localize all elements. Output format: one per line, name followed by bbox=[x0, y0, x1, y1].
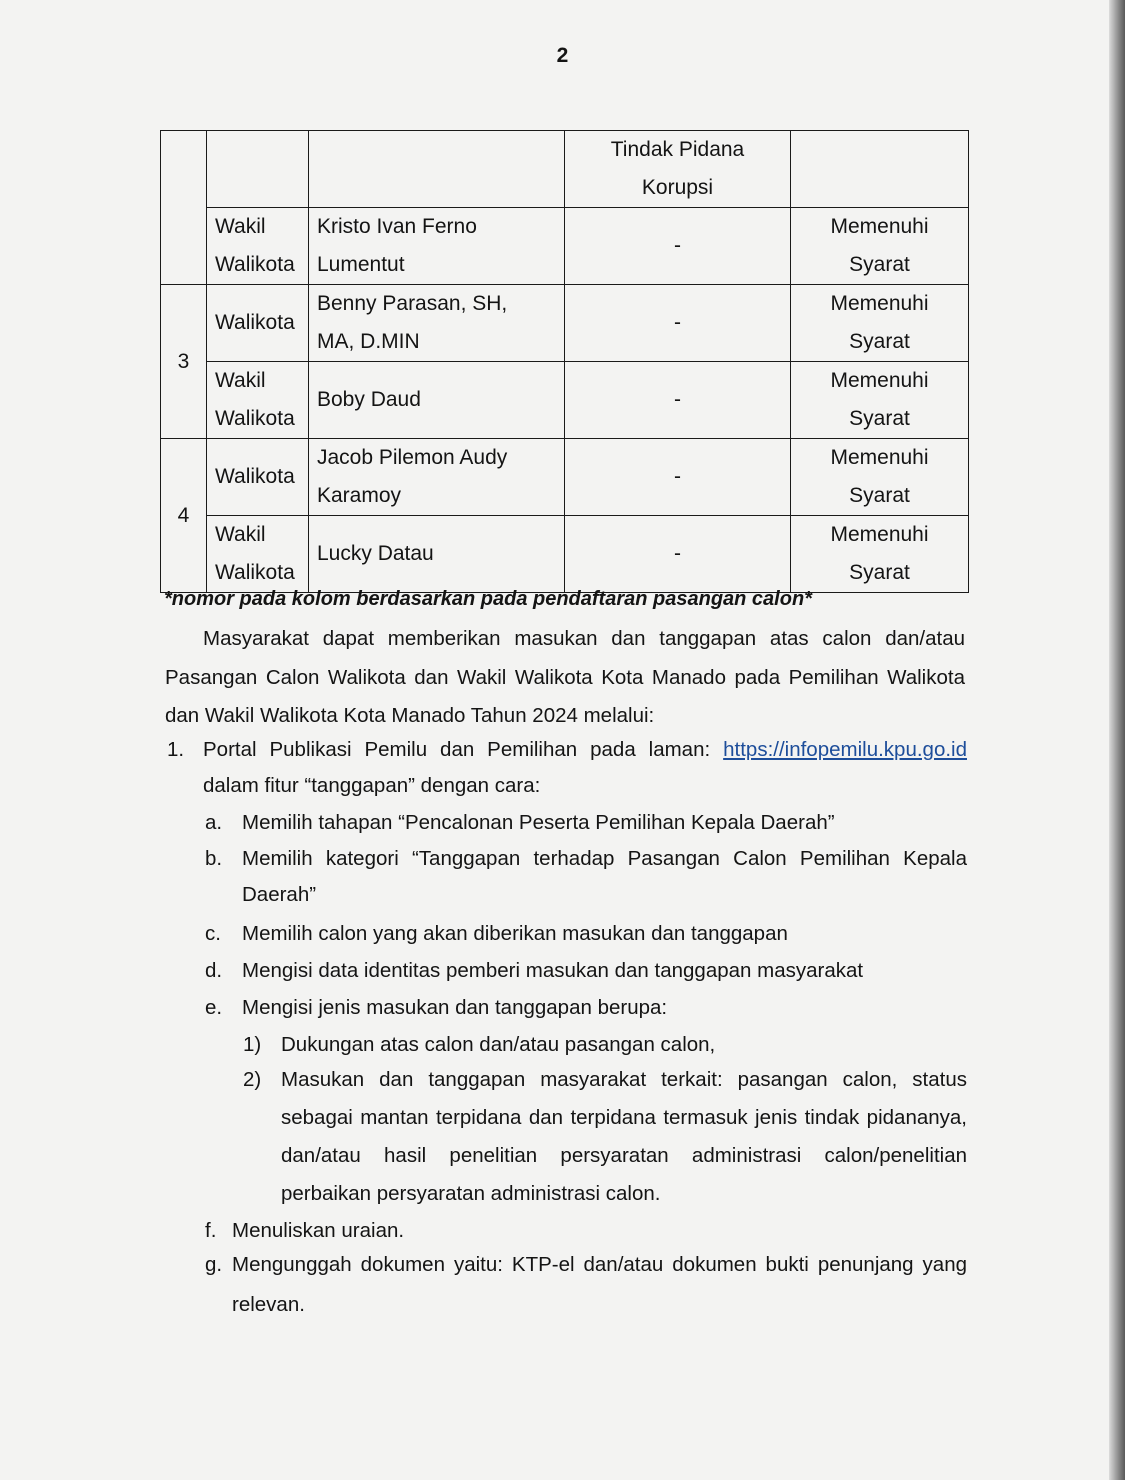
intro-paragraph: Masyarakat dapat memberikan masukan dan tanggapan atas calon dan/atau Pasangan Calon Walikota dan Wakil Walikota Kota Manado pada Pemilihan Walikota dan Wakil Walikota Kota Manado Tahun 2024 melalui: bbox=[165, 627, 965, 727]
list-item: d. Mengisi data identitas pemberi masukan dan tanggapan masyarakat bbox=[205, 959, 864, 982]
list-item: f. Menuliskan uraian. bbox=[205, 1219, 405, 1242]
name-cell: Kristo Ivan Ferno Lumentut bbox=[309, 208, 565, 285]
list-item: a. Memilih tahapan “Pencalonan Peserta Pemilihan Kepala Daerah” bbox=[205, 811, 835, 834]
name-cell bbox=[309, 131, 565, 208]
list-item-text: Portal Publikasi Pemilu dan Pemilihan pada laman: bbox=[203, 738, 711, 761]
role-cell: Wakil Walikota bbox=[207, 362, 309, 439]
infopemilu-link[interactable]: https://infopemilu.kpu.go.id bbox=[723, 738, 967, 761]
page-number: 2 bbox=[556, 44, 569, 67]
pidana-cell: - bbox=[565, 285, 791, 362]
table-footnote: *nomor pada kolom berdasarkan pada pendaftaran pasangan calon* bbox=[164, 588, 812, 610]
role-cell: Walikota bbox=[207, 285, 309, 362]
status-cell: Memenuhi Syarat bbox=[791, 285, 969, 362]
number-cell bbox=[161, 131, 207, 285]
table-row bbox=[161, 208, 969, 285]
status-cell: Memenuhi Syarat bbox=[791, 439, 969, 516]
name-cell: Jacob Pilemon Audy Karamoy bbox=[309, 439, 565, 516]
role-cell: Wakil Walikota bbox=[207, 208, 309, 285]
pidana-header-cell: Tindak Pidana Korupsi bbox=[565, 131, 791, 208]
table-row bbox=[161, 439, 969, 516]
list-label: 1. bbox=[167, 738, 185, 761]
pidana-cell: - bbox=[565, 362, 791, 439]
status-cell bbox=[791, 131, 969, 208]
name-cell: Boby Daud bbox=[309, 362, 565, 439]
list-item: e. Mengisi jenis masukan dan tanggapan berupa: bbox=[205, 996, 668, 1019]
role-cell bbox=[207, 131, 309, 208]
list-item: 1) Dukungan atas calon dan/atau pasangan calon, bbox=[243, 1033, 716, 1056]
candidates-table bbox=[160, 130, 969, 593]
pidana-cell: - bbox=[565, 516, 791, 593]
pidana-cell: - bbox=[565, 439, 791, 516]
table-row bbox=[161, 362, 969, 439]
pidana-cell: - bbox=[565, 208, 791, 285]
list-item-text: dalam fitur “tanggapan” dengan cara: bbox=[203, 774, 541, 797]
page-edge-shadow bbox=[1109, 0, 1125, 1480]
role-cell: Walikota bbox=[207, 439, 309, 516]
role-cell: Wakil Walikota bbox=[207, 516, 309, 593]
table-row bbox=[161, 516, 969, 593]
number-cell: 4 bbox=[161, 439, 207, 593]
table-row bbox=[161, 285, 969, 362]
list-item: g. Mengunggah dokumen yaitu: KTP-el dan/atau dokumen bukti penunjang yang relevan. bbox=[205, 1253, 967, 1316]
status-cell: Memenuhi Syarat bbox=[791, 516, 969, 593]
list-item bbox=[167, 732, 967, 804]
list-item: 2) Masukan dan tanggapan masyarakat terkait: pasangan calon, status sebagai mantan terpidana dan terpidana termasuk jenis tindak pidananya, dan/atau hasil penelitian persyaratan administrasi calon/penelitian perbaikan persyaratan administrasi calon. bbox=[243, 1068, 967, 1205]
list-item: c. Memilih calon yang akan diberikan masukan dan tanggapan bbox=[205, 922, 788, 945]
name-cell: Benny Parasan, SH, MA, D.MIN bbox=[309, 285, 565, 362]
table-row bbox=[161, 131, 969, 208]
number-cell: 3 bbox=[161, 285, 207, 439]
status-cell: Memenuhi Syarat bbox=[791, 362, 969, 439]
status-cell: Memenuhi Syarat bbox=[791, 208, 969, 285]
name-cell: Lucky Datau bbox=[309, 516, 565, 593]
list-item: b. Memilih kategori “Tanggapan terhadap Pasangan Calon Pemilihan Kepala Daerah” bbox=[205, 847, 967, 906]
